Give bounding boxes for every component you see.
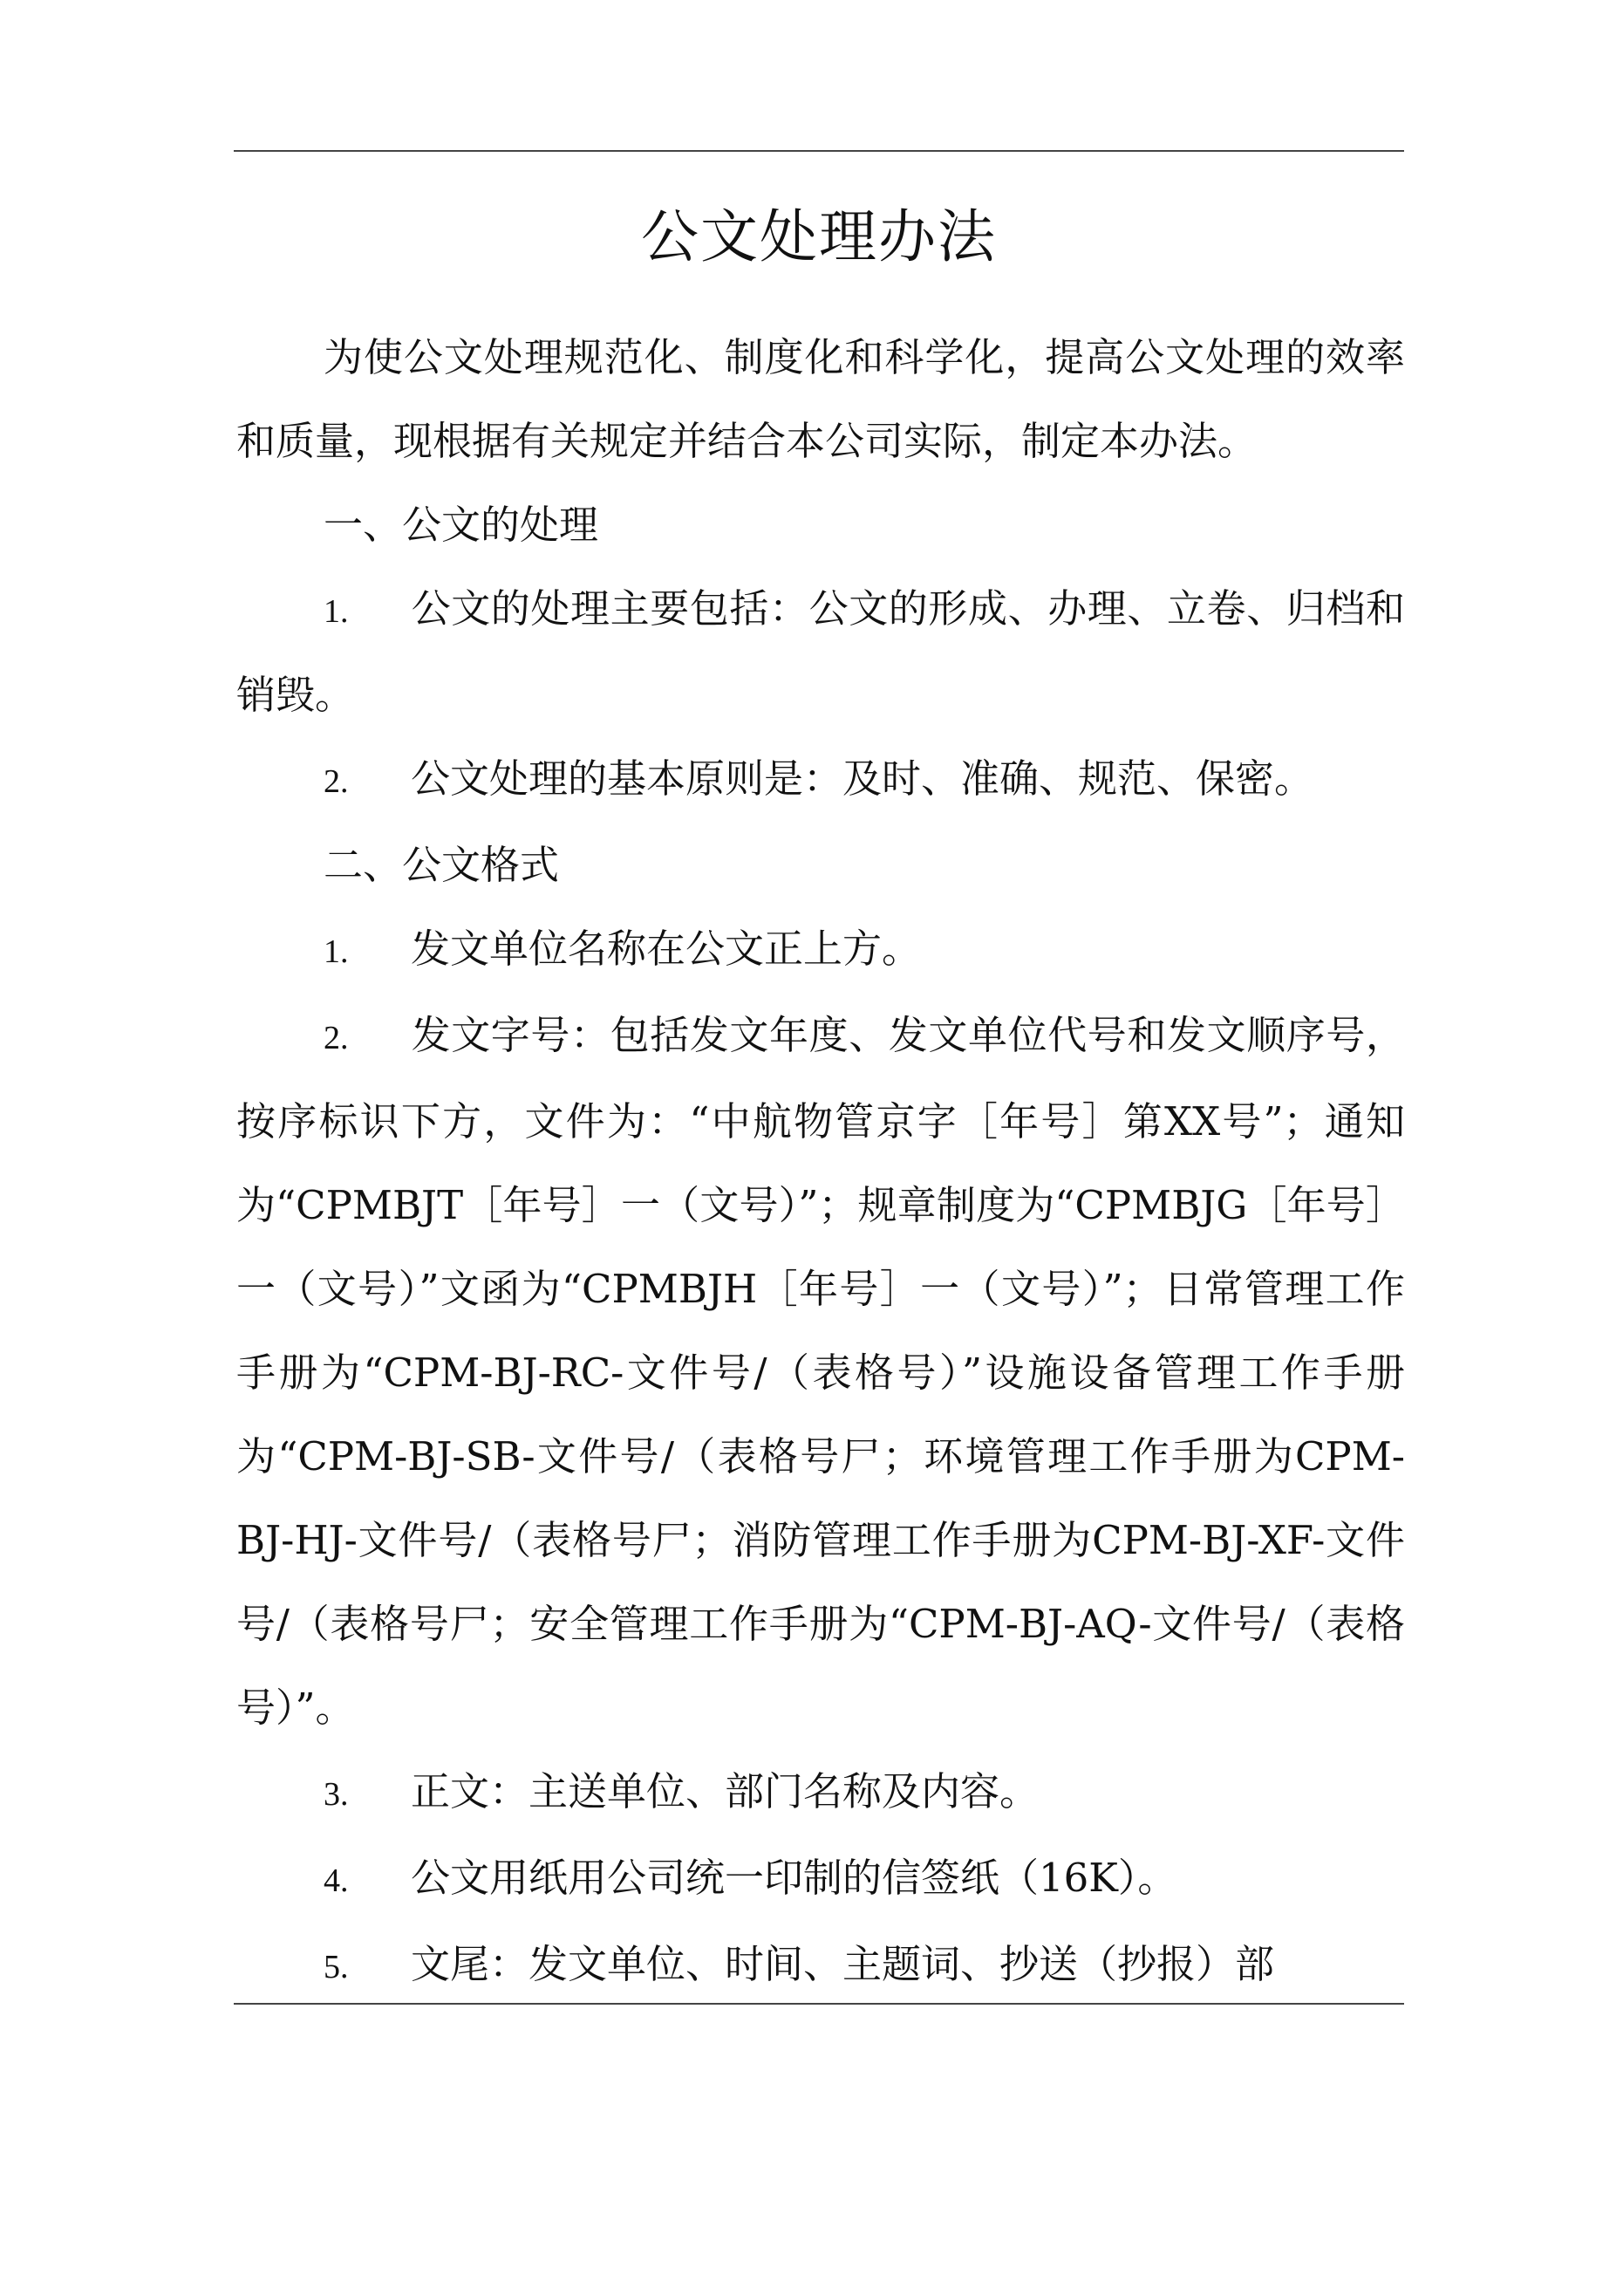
list-item: [236, 994, 1405, 1750]
section-heading: 一、公文的处理: [324, 502, 599, 548]
item-text: 发文字号：包括发文年度、发文单位代号和发文顺序号，按序标识下方，文件为：“中航物管京字［年号］第XX号”；通知为“CPMBJT［年号］一（文号）”；规章制度为“CPMBJG［年号］一（文号）”文函为“CPMBJH［年号］一（文号）”；日常管理工作手册为“CPM-BJ-RC-文件号/（表格号）”设施设备管理工作手册为“CPM-BJ-SB-文件号/（表格号尸；环境管理工作手册为CPM-BJ-HJ-文件号/（表格号尸；消防管理工作手册为CPM-BJ-XF-文件号/（表格号尸；安全管理工作手册为“CPM-BJ-AQ-文件号/（表格号）”。: [236, 1012, 1405, 1731]
item-number: 1.: [324, 593, 349, 630]
item-text: 公文的处理主要包括：公文的形成、办理、立卷、归档和销毁。: [236, 585, 1405, 718]
section-heading: 二、公文格式: [324, 842, 560, 888]
item-number: 2.: [324, 763, 349, 800]
item-text: 公文用纸用公司统一印制的信签纸（16K）。: [411, 1855, 1177, 1901]
item-number: 2.: [324, 1020, 349, 1056]
list-item: [236, 907, 1405, 994]
document-title: 公文处理办法: [641, 203, 997, 270]
list-item: [236, 1750, 1405, 1836]
item-number: 1.: [324, 933, 349, 970]
list-item: [236, 737, 1405, 823]
footer-rule: [234, 2003, 1404, 2005]
item-text: 文尾：发文单位、时间、主题词、抄送（抄报）部: [411, 1941, 1275, 1987]
item-number: 3.: [324, 1776, 349, 1813]
document-body: [236, 316, 1405, 2009]
item-text: 正文：主送单位、部门名称及内容。: [411, 1768, 1040, 1814]
header-rule: [234, 150, 1404, 152]
list-item: [236, 1836, 1405, 1923]
item-text: 发文单位名称在公文正上方。: [411, 926, 922, 972]
item-number: 4.: [324, 1862, 349, 1899]
list-item: [236, 1923, 1405, 2009]
item-number: 5.: [324, 1949, 349, 1985]
intro-paragraph: 为使公文处理规范化、制度化和科学化，提高公文处理的效率和质量，现根据有关规定并结合本公司实际，制定本办法。: [236, 334, 1405, 464]
list-item: [236, 567, 1405, 737]
item-text: 公文处理的基本原则是：及时、准确、规范、保密。: [411, 755, 1314, 802]
